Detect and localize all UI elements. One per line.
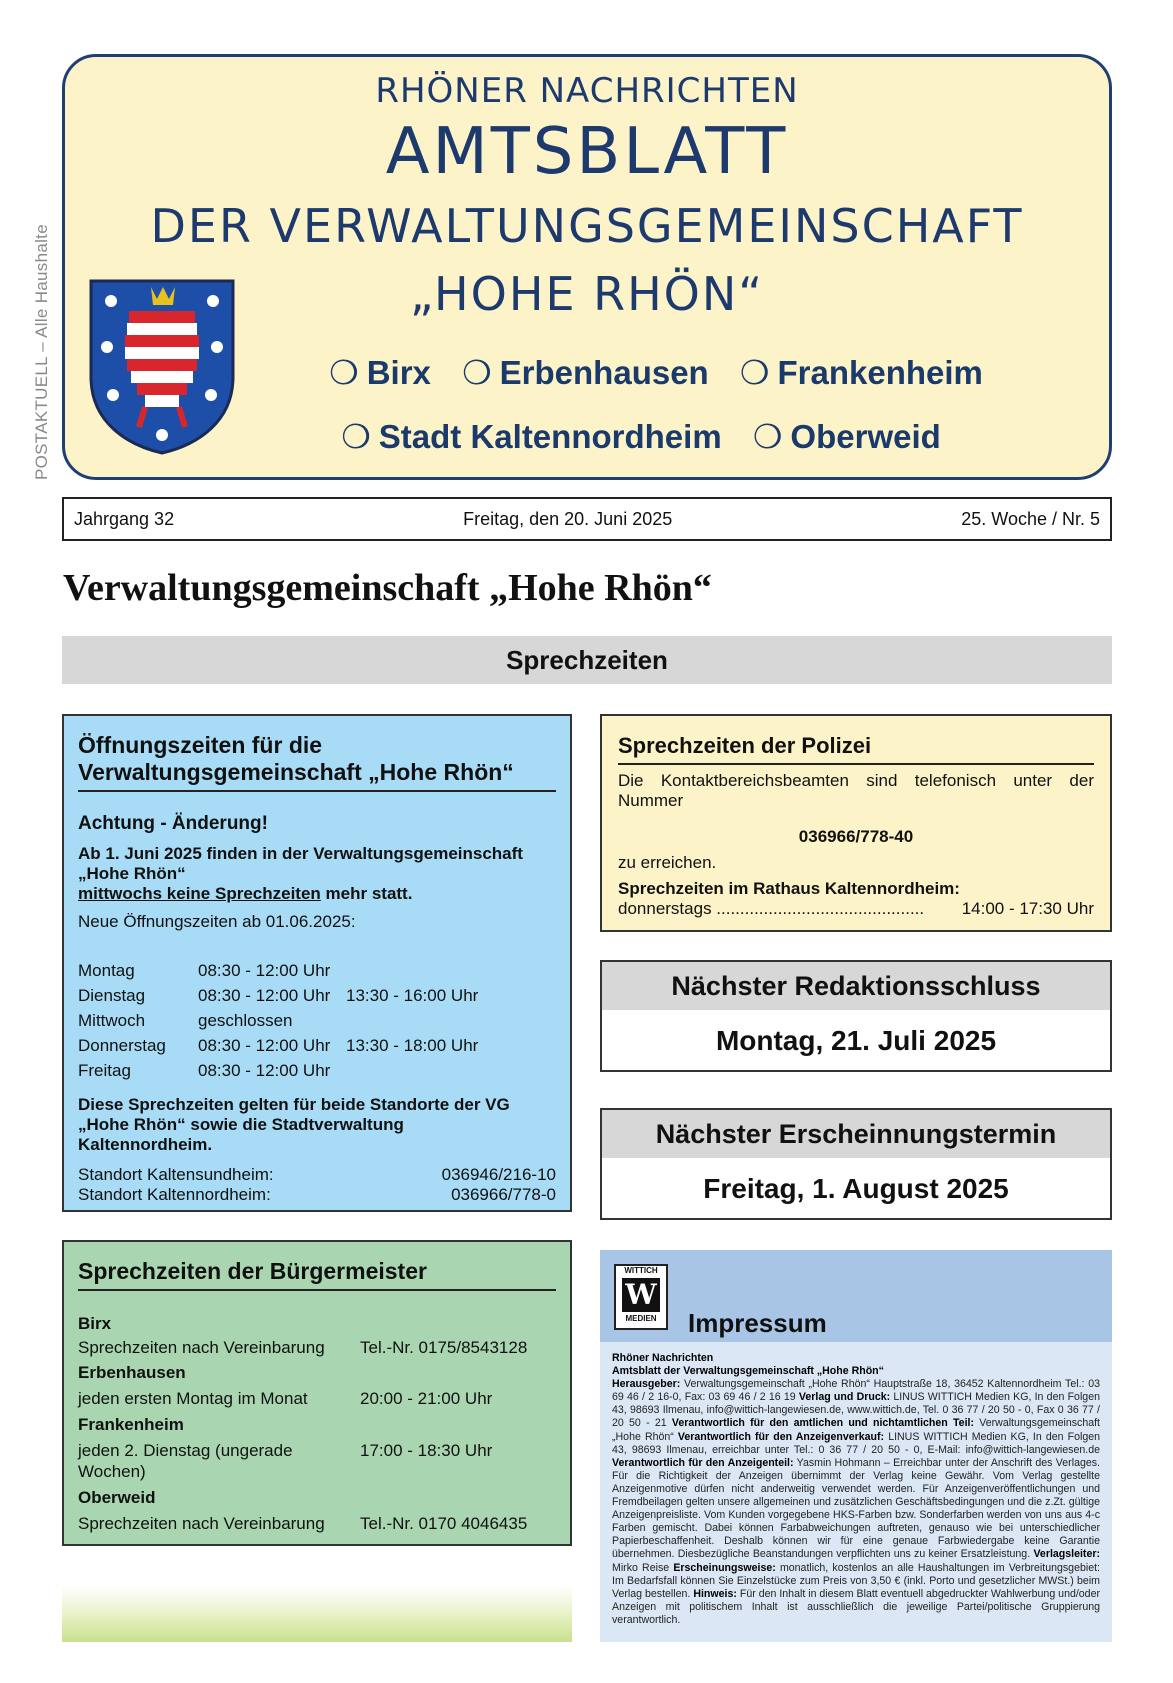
hours-row <box>78 958 556 983</box>
text: LINUS WITTICH Medien KG, In den Folgen 43, 98693 Ilmenau, erreichbar unter Tel.: 0 36 77 / 20 50 - 0, E-Mail: info@wittich-langewiesen.de <box>612 1430 1100 1456</box>
bullet-icon: ❍ <box>462 354 492 391</box>
masthead <box>62 54 1112 480</box>
issue-date: Freitag, den 20. Juni 2025 <box>463 508 673 529</box>
mayor-row <box>78 1337 556 1358</box>
mayors-list <box>78 1313 556 1534</box>
impressum-title: Impressum <box>688 1308 827 1338</box>
mayor-place: Oberweid <box>78 1488 156 1507</box>
text: Für den Inhalt in diesem Blatt eventuell abgedruckter Wahlwerbung und/oder Anzeigen mit politischem Inhalt ist ausschließlich die jeweilige Partei/politische Gruppierung verantwortlich. <box>612 1587 1100 1626</box>
next-issue-date: Freitag, 1. August 2025 <box>703 1173 1009 1204</box>
validity-note: Diese Sprechzeiten gelten für beide Standorte der VG „Hohe Rhön“ sowie die Stadtverwaltung Kaltennordheim. <box>78 1095 510 1154</box>
hours-row <box>78 983 556 1008</box>
deadline-title: Nächster Redaktionsschluss <box>602 962 1110 1010</box>
places-row-1 <box>65 353 1109 392</box>
location-phone: 036966/778-0 <box>451 1185 556 1204</box>
issue-info-bar <box>62 497 1112 541</box>
hours-day: Mittwoch <box>78 1011 146 1030</box>
mayor-schedule: Sprechzeiten nach Vereinbarung <box>78 1514 325 1533</box>
location-row <box>78 1165 556 1185</box>
change-notice <box>78 844 556 904</box>
hours-time-1: 08:30 - 12:00 Uhr <box>198 986 331 1005</box>
label: Verlag und Druck: <box>798 1391 891 1404</box>
mayor-contact: Tel.-Nr. 0170 4046435 <box>360 1514 528 1533</box>
police-phone: 036966/778-40 <box>798 827 914 846</box>
rathaus-row <box>618 899 1094 919</box>
hours-day: Donnerstag <box>78 1036 166 1055</box>
hours-time-1: geschlossen <box>198 1011 293 1030</box>
section-heading: Verwaltungsgemeinschaft „Hohe Rhön“ <box>63 567 712 609</box>
mayors-title: Sprechzeiten der Bürgermeister <box>78 1258 556 1291</box>
text: monatlich, kostenlos an alle Haushaltungen im Verbreitungsgebiet: Im Bedarfsfall können Sie Einzelstücke zum Preis von 3,50 € (inkl. Porto und gesetzlicher MWSt.) beim Verlag bestellen. <box>612 1561 1100 1600</box>
label: Verantwortlich für den amtlichen und nichtamtlichen Teil: <box>671 1417 974 1430</box>
place-kaltennordheim: Stadt Kaltennordheim <box>378 418 722 455</box>
hours-day: Freitag <box>78 1061 131 1080</box>
place-birx: Birx <box>366 354 431 391</box>
mayors-box <box>62 1240 572 1546</box>
mayor-contact: 17:00 - 18:30 Uhr <box>360 1441 493 1460</box>
text: LINUS WITTICH Medien KG, In den Folgen 43, 98693 Ilmenau, info@wittich-langewiesen.de, www.wittich.de, Tel. 0 36 77 / 20 50 - 0, Fax 0 36 77 / 20 50 - 21 <box>612 1391 1100 1430</box>
rathaus-time: 14:00 - 17:30 Uhr <box>961 899 1094 918</box>
mayor-contact: 20:00 - 21:00 Uhr <box>360 1389 493 1408</box>
decorative-gradient <box>62 1586 572 1642</box>
notice-text-1: Ab 1. Juni 2025 finden in der Verwaltungsgemeinschaft „Hohe Rhön“ <box>78 844 523 883</box>
hours-table <box>78 958 556 1083</box>
mayor-schedule: Sprechzeiten nach Vereinbarung <box>78 1338 325 1357</box>
masthead-subtitle: DER VERWALTUNGSGEMEINSCHAFT <box>150 199 1024 253</box>
mayor-row <box>78 1513 556 1534</box>
logo-bottom-text: MEDIEN <box>625 1314 657 1323</box>
location-name: Standort Kaltensundheim: <box>78 1165 274 1184</box>
hours-day: Montag <box>78 961 135 980</box>
label: Verlagsleiter: <box>1033 1548 1100 1561</box>
mayor-place: Birx <box>78 1314 112 1333</box>
impressum-text <box>600 1342 1112 1627</box>
hours-time-2: 13:30 - 18:00 Uhr <box>346 1036 479 1055</box>
bullet-icon: ❍ <box>739 354 770 391</box>
place-frankenheim: Frankenheim <box>777 354 983 391</box>
hours-row <box>78 1008 556 1033</box>
wittich-logo-icon: WITTICH W MEDIEN <box>614 1264 668 1330</box>
locations-list <box>78 1165 556 1205</box>
text: Verwaltungsgemeinschaft „Hohe Rhön“ <box>612 1417 1100 1443</box>
hours-time-1: 08:30 - 12:00 Uhr <box>198 961 331 980</box>
hours-time-1: 08:30 - 12:00 Uhr <box>198 1061 331 1080</box>
mayor-schedule: jeden ersten Montag im Monat <box>78 1389 308 1408</box>
new-hours-label: Neue Öffnungszeiten ab 01.06.2025: <box>78 912 356 931</box>
mayor-place: Erbenhausen <box>78 1363 186 1382</box>
masthead-title: AMTSBLATT <box>385 115 789 189</box>
bullet-icon: ❍ <box>329 354 359 391</box>
label: Herausgeber: <box>612 1378 681 1391</box>
police-reach: zu erreichen. <box>618 853 717 872</box>
volume-label: Jahrgang 32 <box>74 508 175 529</box>
police-title: Sprechzeiten der Polizei <box>618 732 1094 765</box>
impressum-line1: Rhöner Nachrichten <box>612 1352 714 1364</box>
band-sprechzeiten: Sprechzeiten <box>62 636 1112 684</box>
text: Verwaltungsgemeinschaft „Hohe Rhön“ Hauptstraße 18, 36452 Kaltennordheim Tel.: 03 69 46 / 2 16-0, Fax: 03 69 46 / 2 16 19 <box>612 1378 1100 1404</box>
hours-day: Dienstag <box>78 986 146 1005</box>
hours-time-2: 13:30 - 16:00 Uhr <box>346 986 479 1005</box>
text: Mirko Reise <box>612 1561 670 1574</box>
label: Erscheinungsweise: <box>673 1561 776 1574</box>
place-oberweid: Oberweid <box>790 418 941 455</box>
opening-hours-box <box>62 714 572 1212</box>
masthead-top: RHÖNER NACHRICHTEN <box>375 71 799 111</box>
issue-number: 25. Woche / Nr. 5 <box>961 508 1100 529</box>
hours-time-1: 08:30 - 12:00 Uhr <box>198 1036 331 1055</box>
location-name: Standort Kaltennordheim: <box>78 1185 271 1204</box>
text: Yasmin Hohmann – Erreichbar unter der Anschrift des Verlages. Für die Richtigkeit der Anzeigen übernimmt der Verlag keine Gewähr. Vom Verlag gestellte Anzeigenmotive dürfen nicht anderweitig verwendet werden. Für Anzeigenveröffentlichungen und Fremdbeilagen gelten unsere allgemeinen und zusätzlichen Geschäftsbedingungen und die z.Zt. gültige Anzeigenpreisliste. Vom Kunden vorgegebene HKS-Farben bzw. Sonderfarben werden von uns aus 4-c Farben gemischt. Dabei können Farbabweichungen auftreten, genauso wie bei unterschiedlicher Papierbeschaffenheit. Deshalb können wir für eine genaue Farbwiedergabe keine Garantie übernehmen. Diesbezügliche Beanstandungen verpflichten uns zu keiner Ersatzleistung. <box>612 1456 1100 1561</box>
impressum-paragraph <box>612 1378 1100 1627</box>
location-row <box>78 1185 556 1205</box>
hours-row <box>78 1058 556 1083</box>
police-text: Die Kontaktbereichsbeamten sind telefonisch unter der Nummer <box>618 771 1094 810</box>
mayor-place: Frankenheim <box>78 1415 184 1434</box>
side-text-postaktuell: POSTAKTUELL – Alle Haushalte <box>32 224 51 480</box>
bullet-icon: ❍ <box>752 418 783 455</box>
police-box <box>600 714 1112 932</box>
places-row-2 <box>65 417 1109 456</box>
impressum-line2: Amtsblatt der Verwaltungsgemeinschaft „Hohe Rhön“ <box>612 1365 884 1378</box>
label: Verantwortlich für den Anzeigenteil: <box>612 1456 794 1469</box>
impressum-box <box>600 1250 1112 1642</box>
hours-row <box>78 1033 556 1058</box>
label: Hinweis: <box>693 1587 737 1600</box>
opening-hours-title: Öffnungszeiten für die Verwaltungsgemeinschaft „Hohe Rhön“ <box>78 732 556 792</box>
masthead-name: „HOHE RHÖN“ <box>409 267 765 321</box>
logo-top-text: WITTICH <box>624 1266 658 1275</box>
editorial-deadline-box <box>600 960 1112 1072</box>
deadline-date: Montag, 21. Juli 2025 <box>715 1025 997 1056</box>
place-erbenhausen: Erbenhausen <box>499 354 709 391</box>
attention-label: Achtung - Änderung! <box>78 813 268 834</box>
next-issue-box <box>600 1108 1112 1220</box>
rathaus-title: Sprechzeiten im Rathaus Kaltennordheim: <box>618 879 960 898</box>
bullet-icon: ❍ <box>341 418 371 455</box>
mayor-schedule: jeden 2. Dienstag (ungerade Wochen) <box>78 1441 293 1481</box>
mayor-row <box>78 1388 556 1409</box>
next-issue-title: Nächster Erscheinnungstermin <box>602 1110 1110 1158</box>
mayor-contact: Tel.-Nr. 0175/8543128 <box>360 1338 528 1357</box>
notice-text-2: mehr statt. <box>325 884 413 903</box>
notice-underlined: mittwochs keine Sprechzeiten <box>78 884 321 903</box>
rathaus-day: donnerstags ............................................ <box>618 899 925 918</box>
impressum-header <box>600 1250 1112 1342</box>
label: Verantwortlich für den Anzeigenverkauf: <box>677 1430 885 1443</box>
mayor-row <box>78 1440 556 1482</box>
location-phone: 036946/216-10 <box>441 1165 556 1184</box>
